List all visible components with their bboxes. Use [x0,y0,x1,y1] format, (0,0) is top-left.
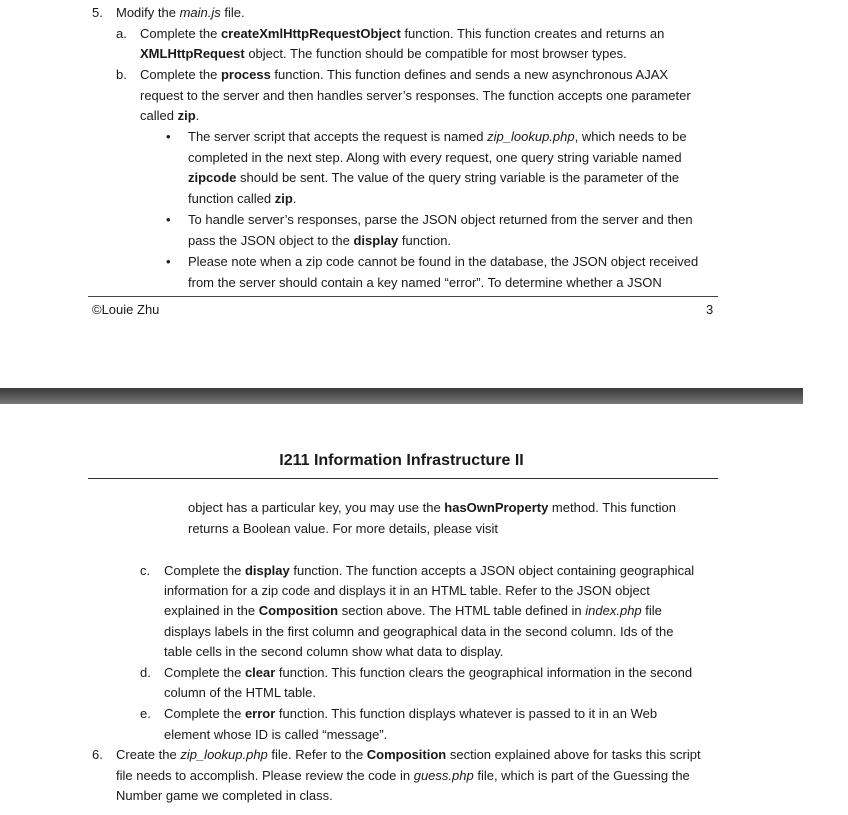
bullet-item-1-cont: zipcode should be sent. The value of the query string variable is the parameter of the [188,170,680,185]
list-item-5c: Complete the display function. The function accepts a JSON object containing geographical [164,563,695,578]
bullet-item-1: The server script that accepts the request is named zip_lookup.php, which needs to be [188,129,687,144]
list-item-6-cont: file needs to accomplish. Please review the code in guess.php file, which is part of the Guessing the [116,768,690,783]
list-item-6: Create the zip_lookup.php file. Refer to the Composition section explained above for tasks this script [116,747,701,762]
bullet-item-3-cont: from the server should contain a key named “error”. To determine whether a JSON [188,275,662,290]
footer-divider [88,296,718,297]
list-item-6-cont: Number game we completed in class. [116,788,333,803]
list-item-5d: Complete the clear function. This function clears the geographical information in the second [164,665,693,680]
list-marker: e. [140,706,151,721]
list-item-5c-cont: table cells in the second column show what data to display. [164,644,504,659]
list-marker: b. [116,67,127,82]
bullet-item-3-continued: object has a particular key, you may use the hasOwnProperty method. This function [188,500,676,515]
list-item-5b-cont: request to the server and then handles server’s responses. The function accepts one parameter [140,88,691,103]
bullet-item-3-continued: returns a Boolean value. For more details, please visit [188,521,498,536]
list-item-5d-cont: column of the HTML table. [164,685,316,700]
bullet-icon: • [166,212,171,227]
list-marker: a. [116,26,127,41]
list-item-5c-cont: explained in the Composition section above. The HTML table defined in index.php file [164,603,662,618]
list-marker: 6. [92,747,103,762]
list-item-5a-cont: XMLHttpRequest object. The function should be compatible for most browser types. [140,46,627,61]
footer-page-number: 3 [706,302,714,317]
page-header-title: I211 Information Infrastructure II [279,452,524,469]
list-item-5b-cont: called zip. [140,108,200,123]
list-item-5e-cont: element whose ID is called “message”. [164,727,388,742]
list-item-5a: Complete the createXmlHttpRequestObject function. This function creates and returns an [140,26,665,41]
page-separator [0,388,803,404]
list-marker: c. [140,563,151,578]
list-marker: d. [140,665,151,680]
list-item-5c-cont: information for a zip code and displays it in an HTML table. Refer to the JSON object [164,583,650,598]
bullet-item-1-cont: completed in the next step. Along with every request, one query string variable named [188,150,682,165]
bullet-icon: • [166,254,171,269]
list-marker: 5. [92,5,103,20]
list-item-5: Modify the main.js file. [116,5,245,20]
bullet-icon: • [166,129,171,144]
bullet-item-1-cont: function called zip. [188,191,297,206]
list-item-5b: Complete the process function. This function defines and sends a new asynchronous AJAX [140,67,669,82]
bullet-item-2-cont: pass the JSON object to the display function. [188,233,452,248]
list-item-5e: Complete the error function. This function displays whatever is passed to it in an Web [164,706,658,721]
document-page-3 [0,0,803,388]
header-divider [88,478,718,479]
bullet-item-3: Please note when a zip code cannot be found in the database, the JSON object received [188,254,699,269]
bullet-item-2: To handle server’s responses, parse the JSON object returned from the server and then [188,212,693,227]
footer-copyright: ©Louie Zhu [92,302,160,317]
list-item-5c-cont: displays labels in the first column and geographical data in the second column. Ids of the [164,624,674,639]
